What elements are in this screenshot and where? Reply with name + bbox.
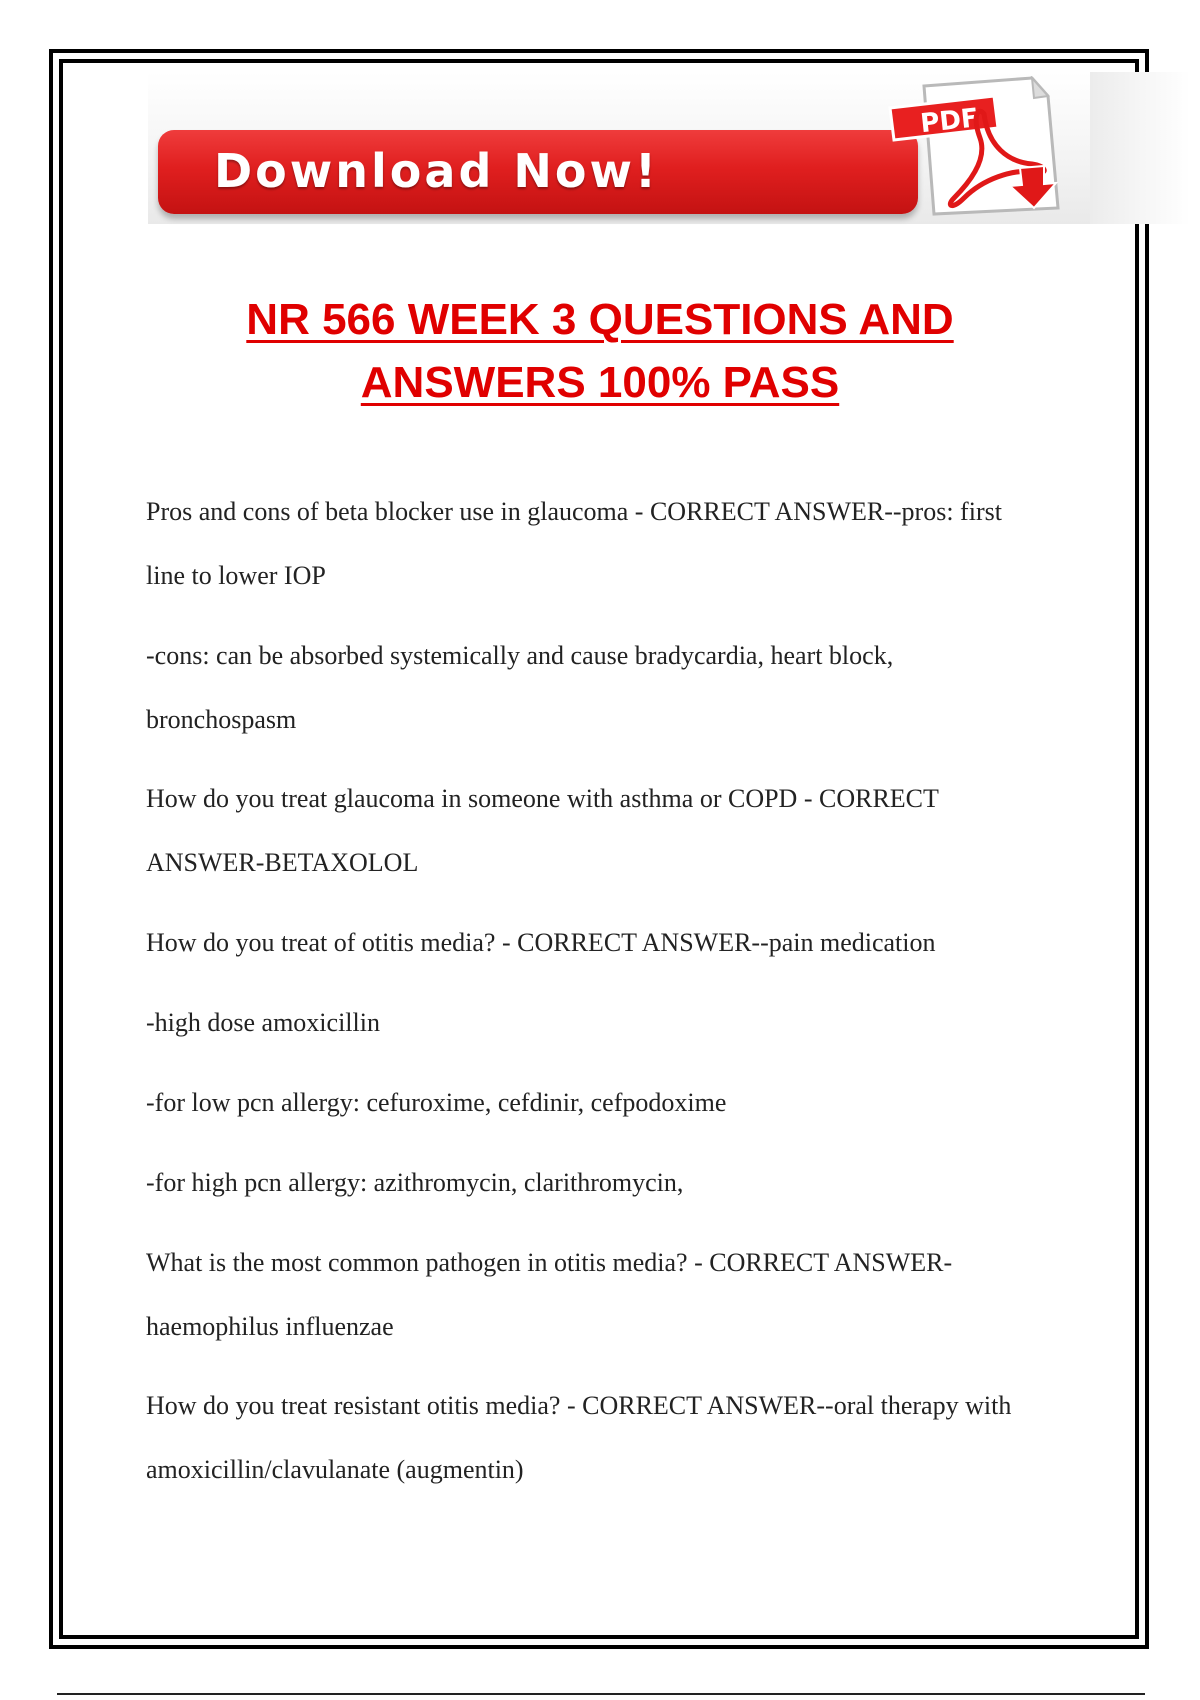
pdf-badge-label: PDF xyxy=(918,103,981,140)
qa-paragraph-5: -high dose amoxicillin xyxy=(146,1008,380,1037)
qa-paragraph-2: -cons: can be absorbed systemically and cause bradycardia, heart block, bronchospasm xyxy=(146,641,894,734)
banner-shadow xyxy=(1090,72,1190,224)
document-title-line-1: NR 566 WEEK 3 QUESTIONS AND xyxy=(246,295,954,344)
document-title xyxy=(150,288,1050,414)
qa-paragraph-8: What is the most common pathogen in otitis media? - CORRECT ANSWER-haemophilus influenzae xyxy=(146,1248,953,1341)
qa-paragraph-7: -for high pcn allergy: azithromycin, clarithromycin, xyxy=(146,1168,684,1197)
qa-paragraph-3: How do you treat glaucoma in someone with asthma or COPD - CORRECT ANSWER-BETAXOLOL xyxy=(146,784,939,877)
document-title-line-2: ANSWERS 100% PASS xyxy=(360,358,840,407)
qa-paragraph-9: How do you treat resistant otitis media? - CORRECT ANSWER--oral therapy with amoxicillin/clavulanate (augmentin) xyxy=(146,1391,1012,1484)
qa-paragraph-6: -for low pcn allergy: cefuroxime, cefdinir, cefpodoxime xyxy=(146,1088,727,1117)
page-bottom-divider xyxy=(57,1693,1145,1695)
qa-paragraph-4: How do you treat of otitis media? - CORRECT ANSWER--pain medication xyxy=(146,928,936,957)
qa-paragraph-1: Pros and cons of beta blocker use in glaucoma - CORRECT ANSWER--pros: first line to lower IOP xyxy=(146,497,1002,590)
download-now-label[interactable]: Download Now! xyxy=(214,144,659,198)
pdf-document-icon[interactable] xyxy=(872,76,1068,216)
